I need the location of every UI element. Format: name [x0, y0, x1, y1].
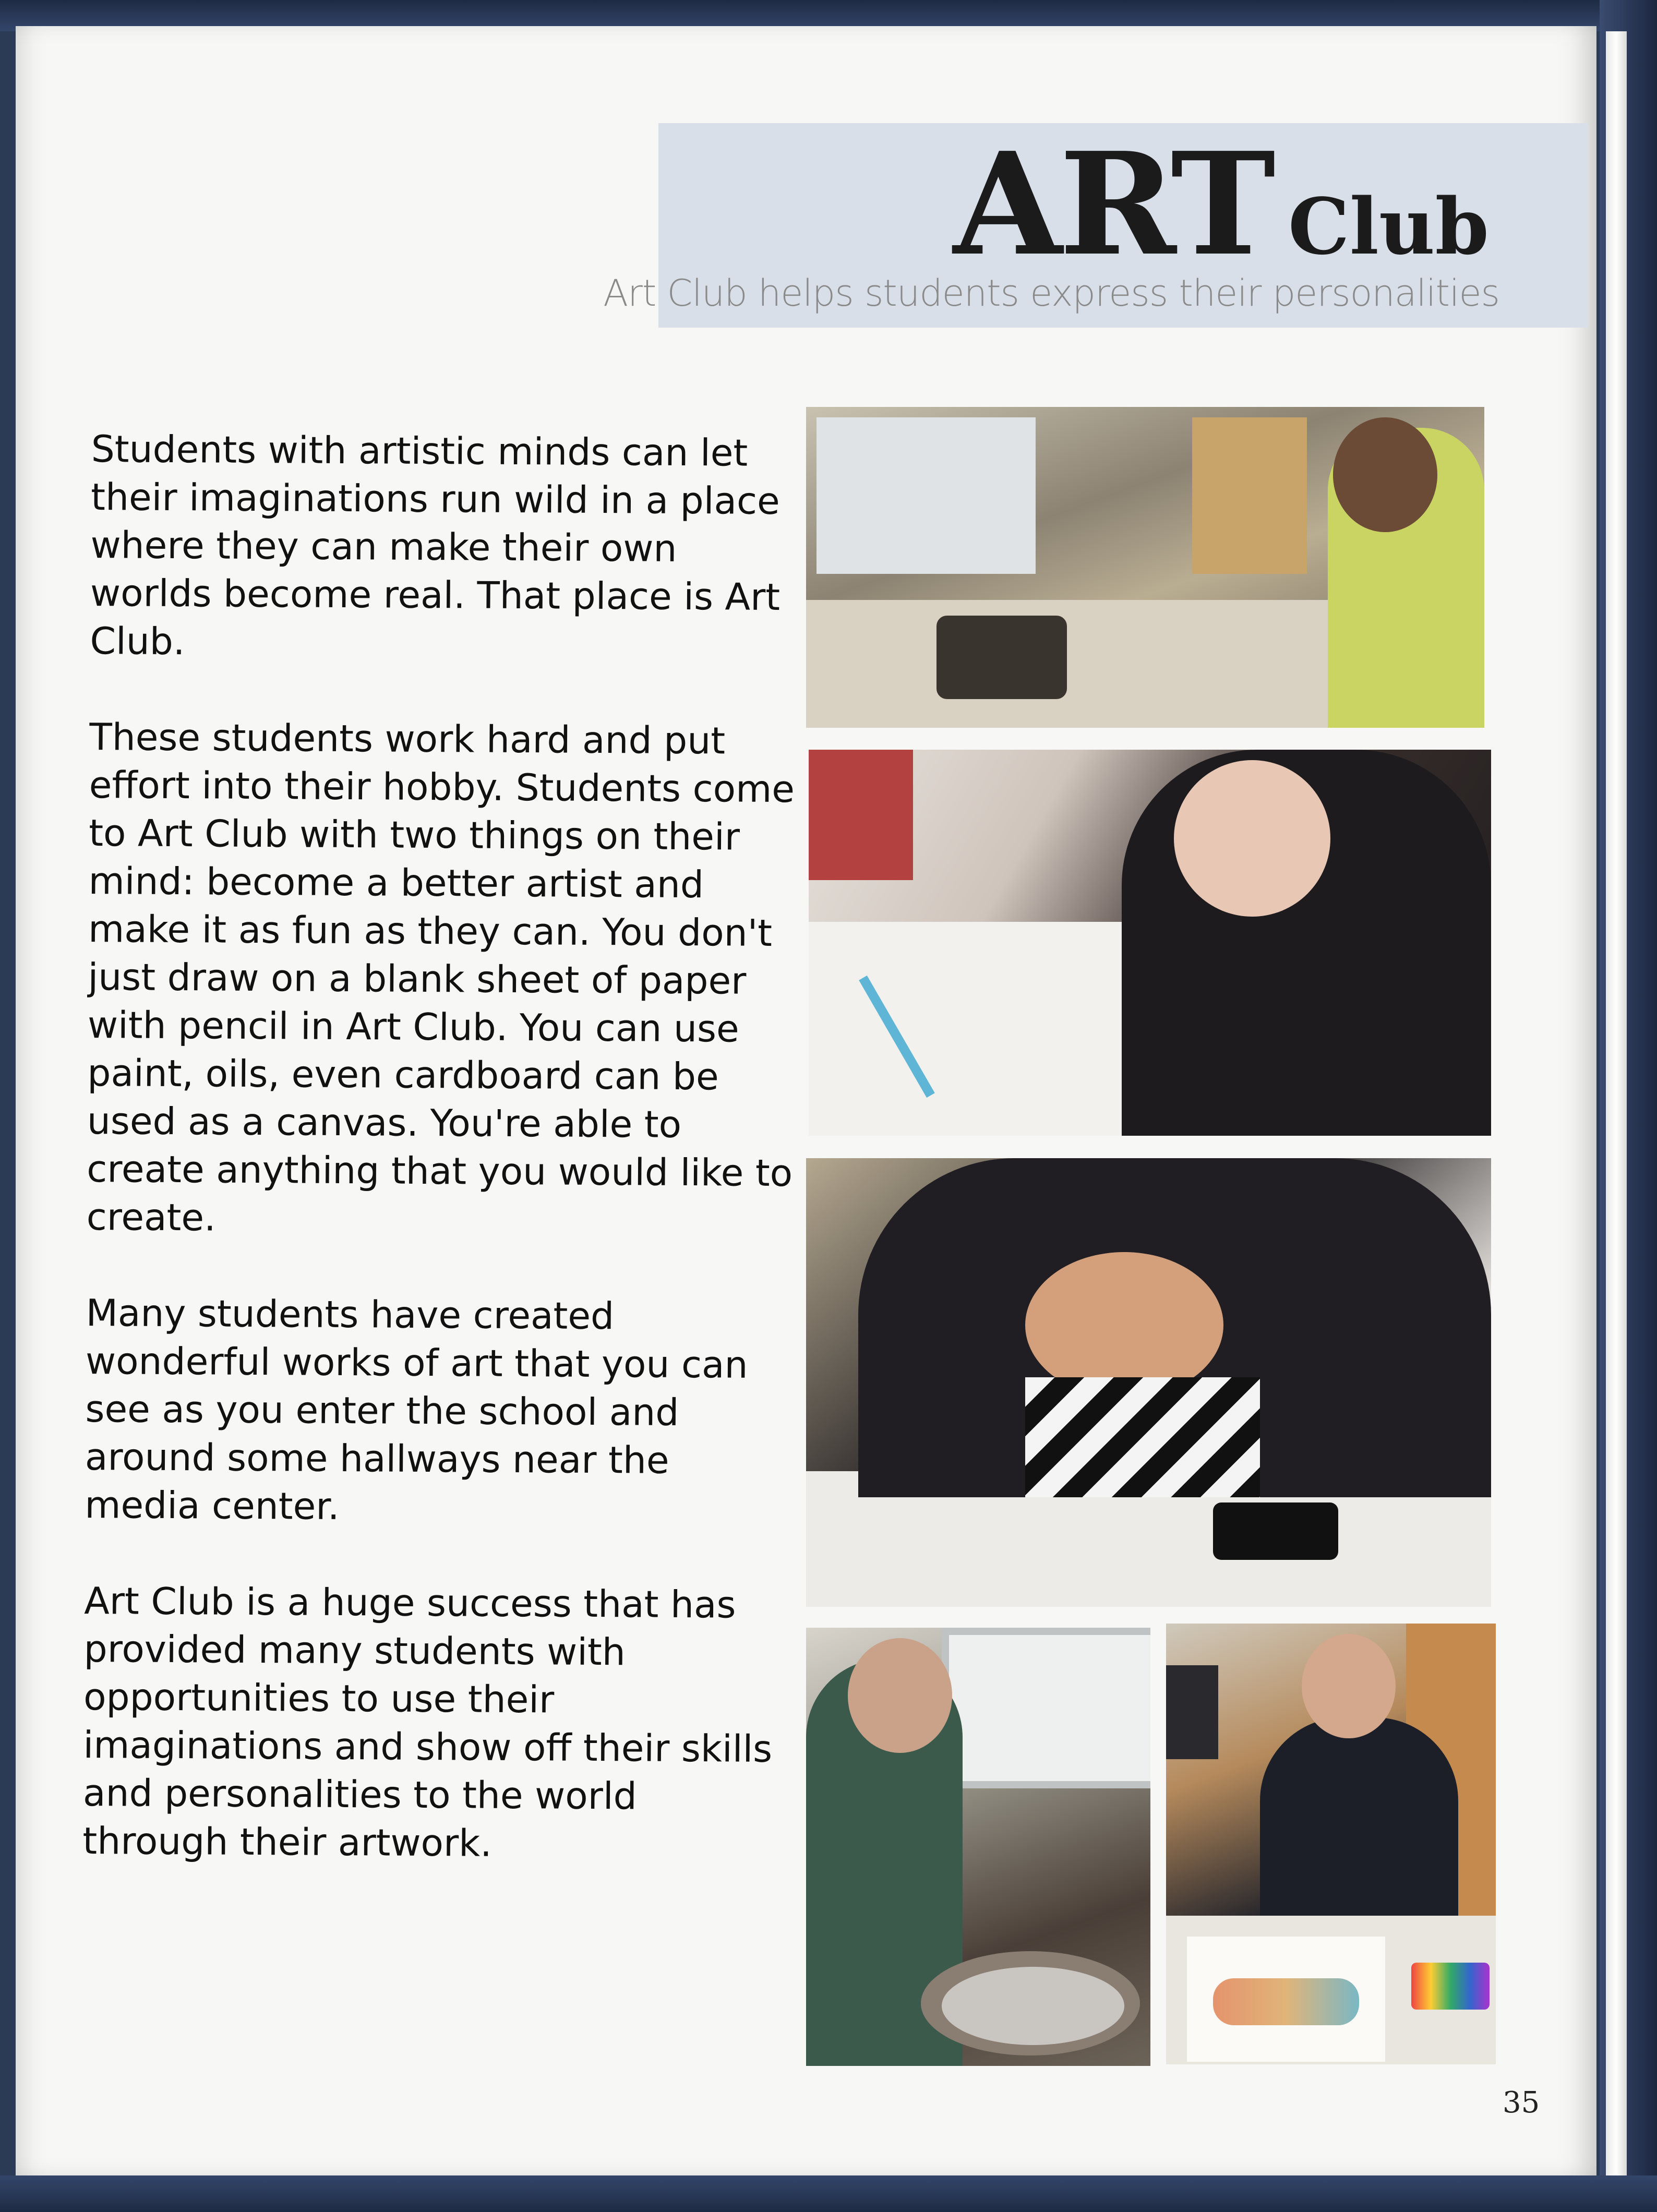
paragraph-3: Many students have created wonderful works of art that you can see as you enter the school and around some hallways near the media center.: [85, 1291, 748, 1528]
title-club: Club: [1288, 181, 1489, 272]
paragraph-2: These students work hard and put effort into their hobby. Students come to Art Club with two things on their mind: become a better artist and make it as fun as they can. You don't just draw on a blank sheet of paper with pencil in Art Club. You can use paint, oils, even cardboard can be used as a canvas. You're able to create anything that you would like to create.: [86, 715, 795, 1240]
photo-classroom-table: [806, 407, 1484, 728]
page-number: 35: [1503, 2086, 1540, 2120]
paragraph-4: Art Club is a huge success that has provided many students with opportunities to use their imaginations and show off their skills and personalities to the world through their artwork.: [82, 1579, 773, 1865]
page-title: [953, 121, 1489, 287]
page-subtitle: Art Club helps students express their personalities: [603, 272, 1499, 315]
photo-watercolor-painting: [1166, 1624, 1496, 2064]
title-art: ART: [953, 121, 1272, 287]
photo-pottery-wheel: [806, 1628, 1150, 2066]
photo-students-drawing: [809, 750, 1491, 1136]
photo-student-sketching: [806, 1158, 1491, 1607]
paragraph-1: Students with artistic minds can let their imaginations run wild in a place where they can make their own worlds become real. That place is Art Club.: [90, 427, 781, 664]
article-body: [82, 425, 801, 1917]
book-cover-bottom: [0, 2175, 1657, 2212]
title-banner: [603, 121, 1588, 328]
page-edge: [1606, 31, 1627, 2175]
